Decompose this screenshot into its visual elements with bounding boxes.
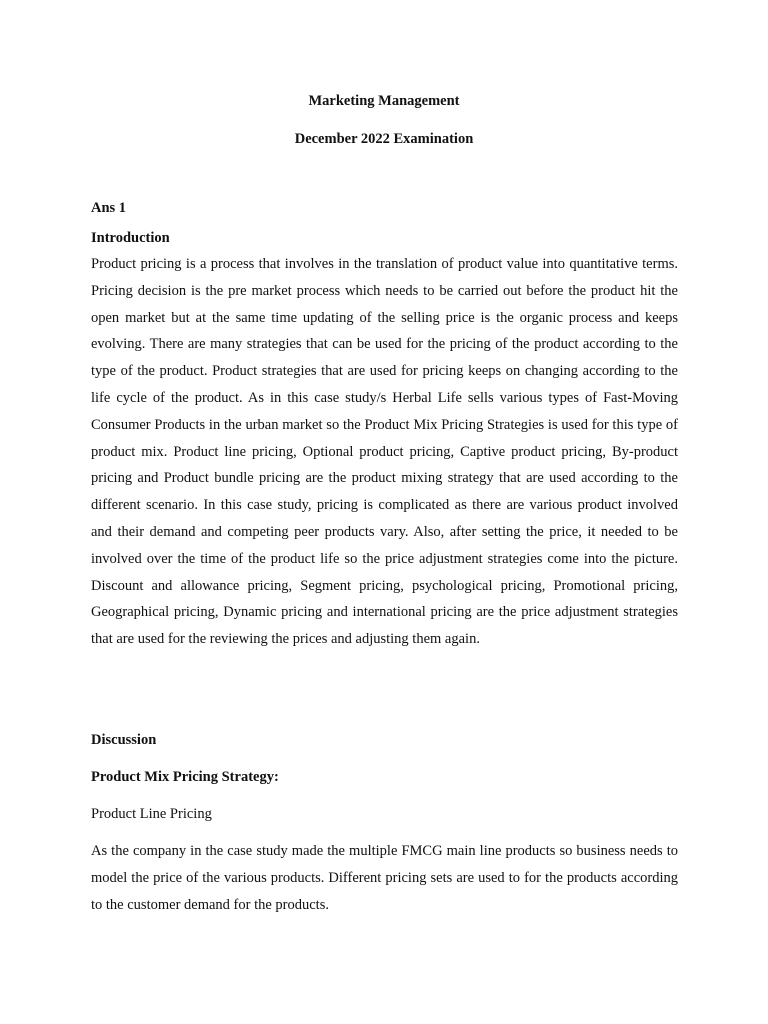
introduction-paragraph: Product pricing is a process that involves in the translation of product value into quantitative terms. Pricing decision is the pre market process which needs to be carried out before the product hit the open market but at the same time updating of the selling price is the organic process and keeps evolving. There are many strategies that can be used for the pricing of the product according to the type of the product. Product strategies that are used for pricing keeps on changing according to the life cycle of the product. As in this case study/s Herbal Life sells various types of Fast-Moving Consumer Products in the urban market so the Product Mix Pricing Strategies is used for this type of product mix. Product line pricing, Optional product pricing, Captive product pricing, By-product pricing and Product bundle pricing are the product mixing strategy that are used according to the different scenario. In this case study, pricing is complicated as there are various product involved and their demand and competing peer products vary. Also, after setting the price, it needed to be involved over the time of the product life so the price adjustment strategies come into the picture. Discount and allowance pricing, Segment pricing, psychological pricing, Promotional pricing, Geographical pricing, Dynamic pricing and international pricing are the price adjustment strategies that are used for the reviewing the prices and adjusting them again. [91, 256, 678, 648]
document-subtitle: December 2022 Examination [294, 131, 474, 147]
document-title: Marketing Management [308, 93, 460, 109]
strategy-heading: Product Mix Pricing Strategy: [91, 769, 279, 785]
introduction-heading: Introduction [91, 230, 170, 246]
subsection-paragraph: As the company in the case study made the multiple FMCG main line products so business needs to model the price of the various products. Different pricing sets are used to for the products according to the customer demand for the products. [91, 843, 678, 913]
subsection-title: Product Line Pricing [91, 806, 212, 822]
answer-label: Ans 1 [91, 200, 127, 216]
discussion-heading: Discussion [91, 732, 157, 748]
